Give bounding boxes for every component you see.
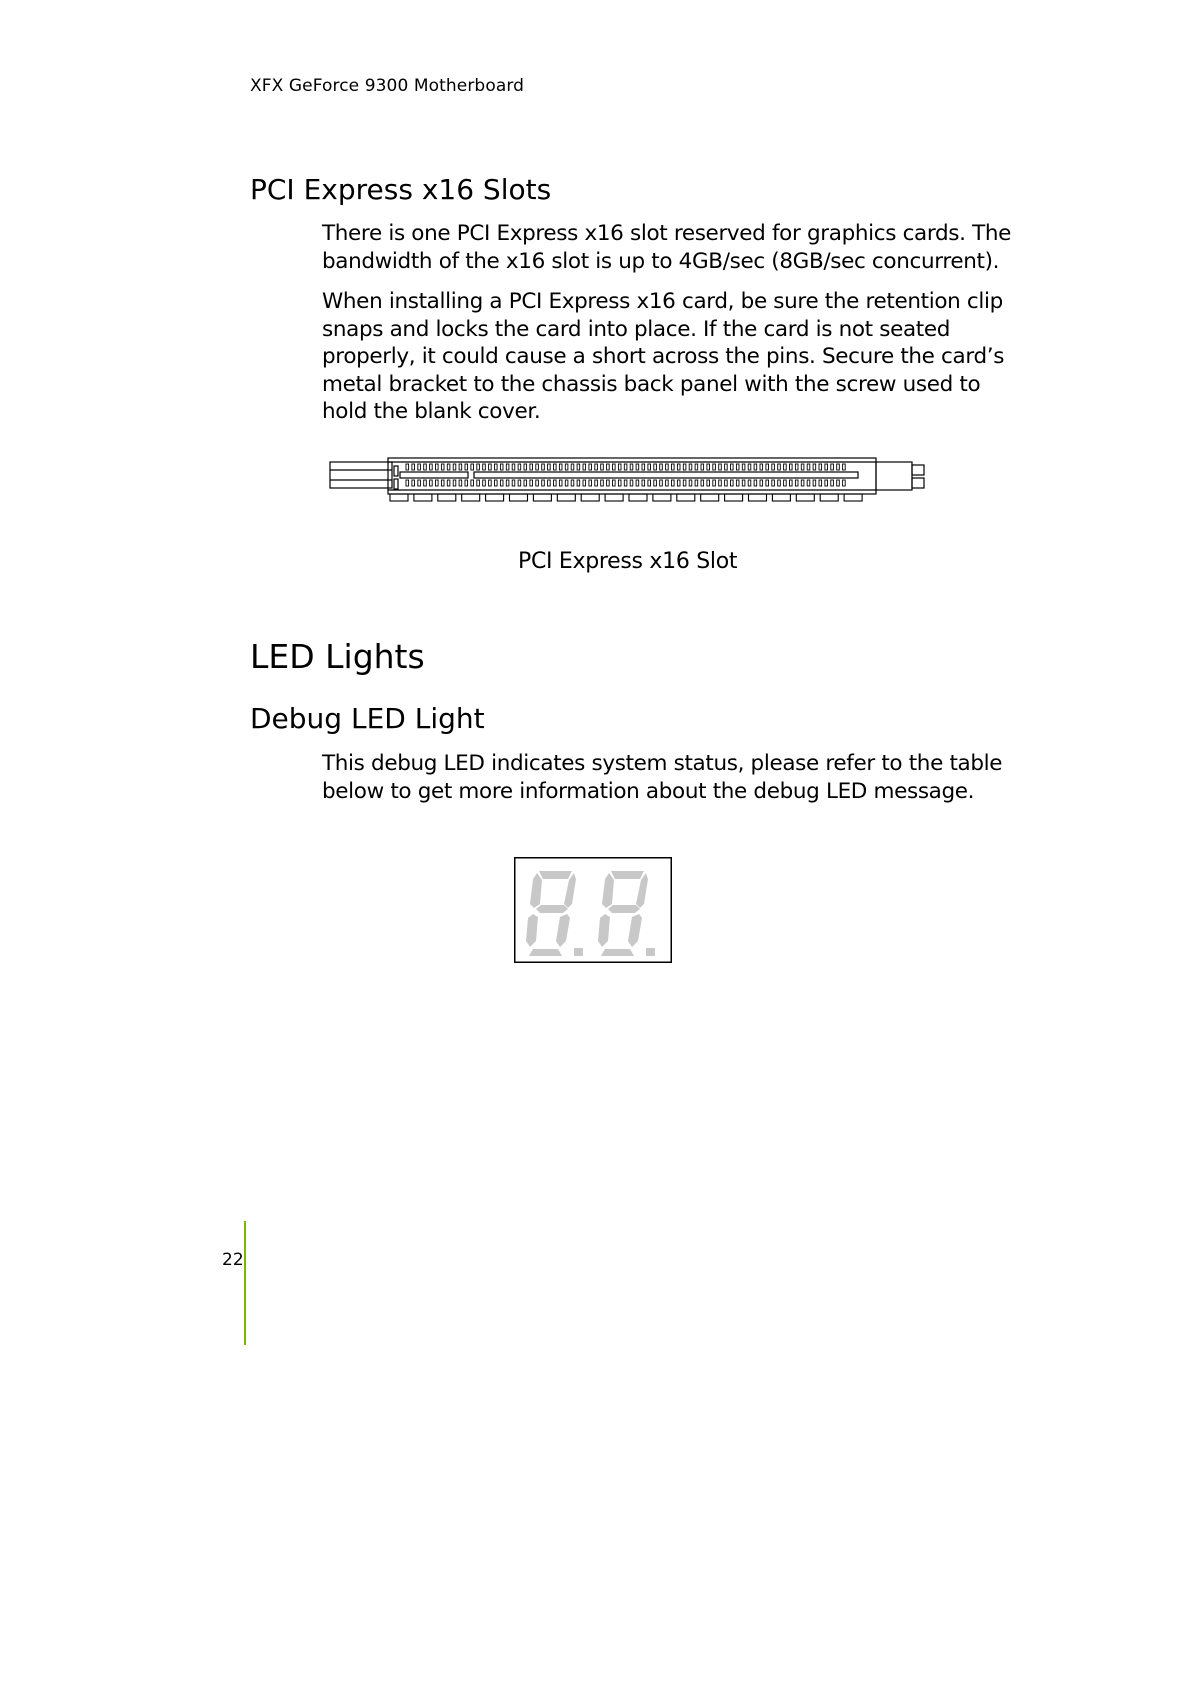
running-header: XFX GeForce 9300 Motherboard [250, 76, 525, 96]
slot-pin [701, 464, 704, 470]
slot-pin [412, 480, 415, 486]
slot-foot [725, 494, 743, 501]
slot-pin [441, 464, 444, 470]
slot-pin [778, 480, 781, 486]
slot-pin [748, 464, 751, 470]
slot-foot [605, 494, 623, 501]
slot-pin [636, 464, 639, 470]
slot-pin [548, 480, 551, 486]
slot-foot [510, 494, 528, 501]
slot-pin [666, 464, 669, 470]
slot-pin [795, 480, 798, 486]
slot-pin [436, 464, 439, 470]
slot-pin [524, 464, 527, 470]
slot-pin [595, 464, 598, 470]
slot-pin [542, 480, 545, 486]
slot-pin [837, 480, 840, 486]
slot-pin [565, 464, 568, 470]
slot-pin [430, 480, 433, 486]
slot-pin [624, 464, 627, 470]
slot-pin [642, 464, 645, 470]
slot-pin [565, 480, 568, 486]
slot-pin [731, 480, 734, 486]
slot-pin [672, 464, 675, 470]
slot-pin [660, 464, 663, 470]
slot-pin [825, 480, 828, 486]
slot-pin [518, 480, 521, 486]
slot-pin [778, 464, 781, 470]
slot-pin [536, 480, 539, 486]
slot-pin [542, 464, 545, 470]
slot-pin [772, 480, 775, 486]
slot-pin [512, 480, 515, 486]
led-decimal-point-2 [646, 948, 655, 956]
slot-pin [559, 480, 562, 486]
slot-foot [629, 494, 647, 501]
slot-pin [406, 464, 409, 470]
slot-pin [447, 480, 450, 486]
slot-pin [618, 464, 621, 470]
slot-pin [813, 480, 816, 486]
slot-pin [642, 480, 645, 486]
slot-pin [742, 464, 745, 470]
slot-pin [607, 464, 610, 470]
slot-pin [583, 464, 586, 470]
slot-pins-bottom [406, 480, 845, 486]
slot-pin [559, 464, 562, 470]
slot-pin [465, 480, 468, 486]
slot-pin [636, 480, 639, 486]
slot-pin [683, 464, 686, 470]
slot-pin [843, 464, 846, 470]
slot-pin [689, 480, 692, 486]
slot-pin [424, 464, 427, 470]
slot-pin [825, 464, 828, 470]
slot-pin [459, 480, 462, 486]
slot-foot [796, 494, 814, 501]
slot-foot [486, 494, 504, 501]
slot-pin [695, 464, 698, 470]
slot-pin [607, 480, 610, 486]
slot-pin [447, 464, 450, 470]
slot-foot [772, 494, 790, 501]
slot-pin [801, 480, 804, 486]
slot-pin [459, 464, 462, 470]
slot-pin [530, 464, 533, 470]
slot-pin [837, 464, 840, 470]
subheading-debug-led-light: Debug LED Light [250, 702, 485, 735]
slot-pin [554, 480, 557, 486]
slot-pin [725, 464, 728, 470]
slot-pin [424, 480, 427, 486]
slot-pin [495, 480, 498, 486]
slot-pin [571, 464, 574, 470]
slot-pin [506, 480, 509, 486]
slot-pin [465, 464, 468, 470]
slot-pin [630, 464, 633, 470]
slot-pin [441, 480, 444, 486]
slot-foot [533, 494, 551, 501]
section-heading-led-lights: LED Lights [250, 637, 425, 676]
slot-foot [653, 494, 671, 501]
slot-pin [831, 480, 834, 486]
slot-pin [477, 464, 480, 470]
slot-pin [677, 480, 680, 486]
slot-pin [589, 480, 592, 486]
slot-pin [713, 464, 716, 470]
slot-pin [701, 480, 704, 486]
slot-pin [772, 464, 775, 470]
slot-pin [613, 464, 616, 470]
slot-pin [784, 480, 787, 486]
slot-pin [719, 464, 722, 470]
slot-pin [483, 480, 486, 486]
page-number: 22 [222, 1250, 244, 1270]
slot-pin [736, 464, 739, 470]
slot-pin [731, 464, 734, 470]
slot-pin [713, 480, 716, 486]
section-heading-pci-express: PCI Express x16 Slots [250, 173, 552, 206]
slot-pin [707, 480, 710, 486]
slot-pin [654, 464, 657, 470]
slot-pin [831, 464, 834, 470]
slot-pin [843, 480, 846, 486]
slot-foot [677, 494, 695, 501]
slot-foot [438, 494, 456, 501]
slot-pin [795, 464, 798, 470]
slot-foot [749, 494, 767, 501]
slot-pin [601, 464, 604, 470]
slot-left-latch [330, 462, 392, 488]
slot-feet [390, 494, 862, 501]
slot-pin [618, 480, 621, 486]
slot-pin [554, 464, 557, 470]
slot-pin [630, 480, 633, 486]
slot-pin [489, 480, 492, 486]
slot-foot [414, 494, 432, 501]
slot-pin [648, 464, 651, 470]
slot-pin [760, 480, 763, 486]
slot-foot [581, 494, 599, 501]
slot-pin [453, 480, 456, 486]
slot-pin [807, 464, 810, 470]
slot-pin [742, 480, 745, 486]
slot-pin [654, 480, 657, 486]
slot-foot [390, 494, 408, 501]
slot-pin [589, 464, 592, 470]
slot-pin [500, 464, 503, 470]
slot-pin [689, 464, 692, 470]
slot-pin [624, 480, 627, 486]
slot-pin [695, 480, 698, 486]
slot-pin [453, 464, 456, 470]
slot-pin [790, 464, 793, 470]
slot-pin [418, 480, 421, 486]
slot-pin [406, 480, 409, 486]
slot-pin [483, 464, 486, 470]
figure-caption-pci-slot: PCI Express x16 Slot [518, 549, 738, 574]
slot-pin [648, 480, 651, 486]
slot-foot [462, 494, 480, 501]
slot-pin [784, 464, 787, 470]
pci-paragraph-2: When installing a PCI Express x16 card, be sure the retention clip snaps and locks the card into place. If the card is not seated properly, it could cause a short across the pins. Secure the card’s metal bracket to the chassis back panel with the screw used to hold the blank cover. [322, 289, 1005, 424]
slot-pin [707, 464, 710, 470]
led-paragraph-1: This debug LED indicates system status, please refer to the table below to get more information about the debug LED message. [322, 751, 1003, 804]
pci-paragraph-1: There is one PCI Express x16 slot reserved for graphics cards. The bandwidth of the x16 slot is up to 4GB/sec (8GB/sec concurrent). [322, 221, 1012, 274]
slot-pin [660, 480, 663, 486]
slot-pin [719, 480, 722, 486]
slot-pin [418, 464, 421, 470]
slot-pin [748, 480, 751, 486]
slot-pin [754, 480, 757, 486]
slot-pin [613, 480, 616, 486]
page-accent-bar [244, 1221, 246, 1345]
slot-pin [813, 464, 816, 470]
slot-pin [760, 464, 763, 470]
slot-foot [844, 494, 862, 501]
slot-pin [471, 480, 474, 486]
slot-pins-top [406, 464, 845, 470]
slot-pin [819, 480, 822, 486]
slot-pin [577, 480, 580, 486]
slot-pin [548, 464, 551, 470]
slot-pin [819, 464, 822, 470]
slot-pin [672, 480, 675, 486]
slot-pin [601, 480, 604, 486]
slot-pin [766, 480, 769, 486]
slot-pin [736, 480, 739, 486]
slot-pin [489, 464, 492, 470]
slot-pin [518, 464, 521, 470]
slot-pin [595, 480, 598, 486]
slot-foot [557, 494, 575, 501]
slot-pin [430, 464, 433, 470]
slot-pin [524, 480, 527, 486]
slot-pin [571, 480, 574, 486]
slot-foot [820, 494, 838, 501]
slot-pin [471, 464, 474, 470]
slot-pin [801, 464, 804, 470]
slot-pin [725, 480, 728, 486]
slot-pin [766, 464, 769, 470]
slot-pin [666, 480, 669, 486]
slot-pin [506, 464, 509, 470]
slot-pin [677, 464, 680, 470]
slot-pin [412, 464, 415, 470]
slot-pin [790, 480, 793, 486]
debug-led-display-figure [514, 857, 672, 963]
slot-pin [512, 464, 515, 470]
slot-pin [754, 464, 757, 470]
slot-pin [530, 480, 533, 486]
slot-pin [495, 464, 498, 470]
slot-pin [477, 480, 480, 486]
slot-pin [436, 480, 439, 486]
slot-foot [701, 494, 719, 501]
slot-pin [577, 464, 580, 470]
slot-pin [583, 480, 586, 486]
slot-pin [807, 480, 810, 486]
pci-express-slot-figure [328, 452, 928, 512]
slot-pin [500, 480, 503, 486]
slot-body [388, 458, 876, 494]
led-decimal-point-1 [574, 948, 583, 956]
slot-pin [536, 464, 539, 470]
slot-pin [683, 480, 686, 486]
